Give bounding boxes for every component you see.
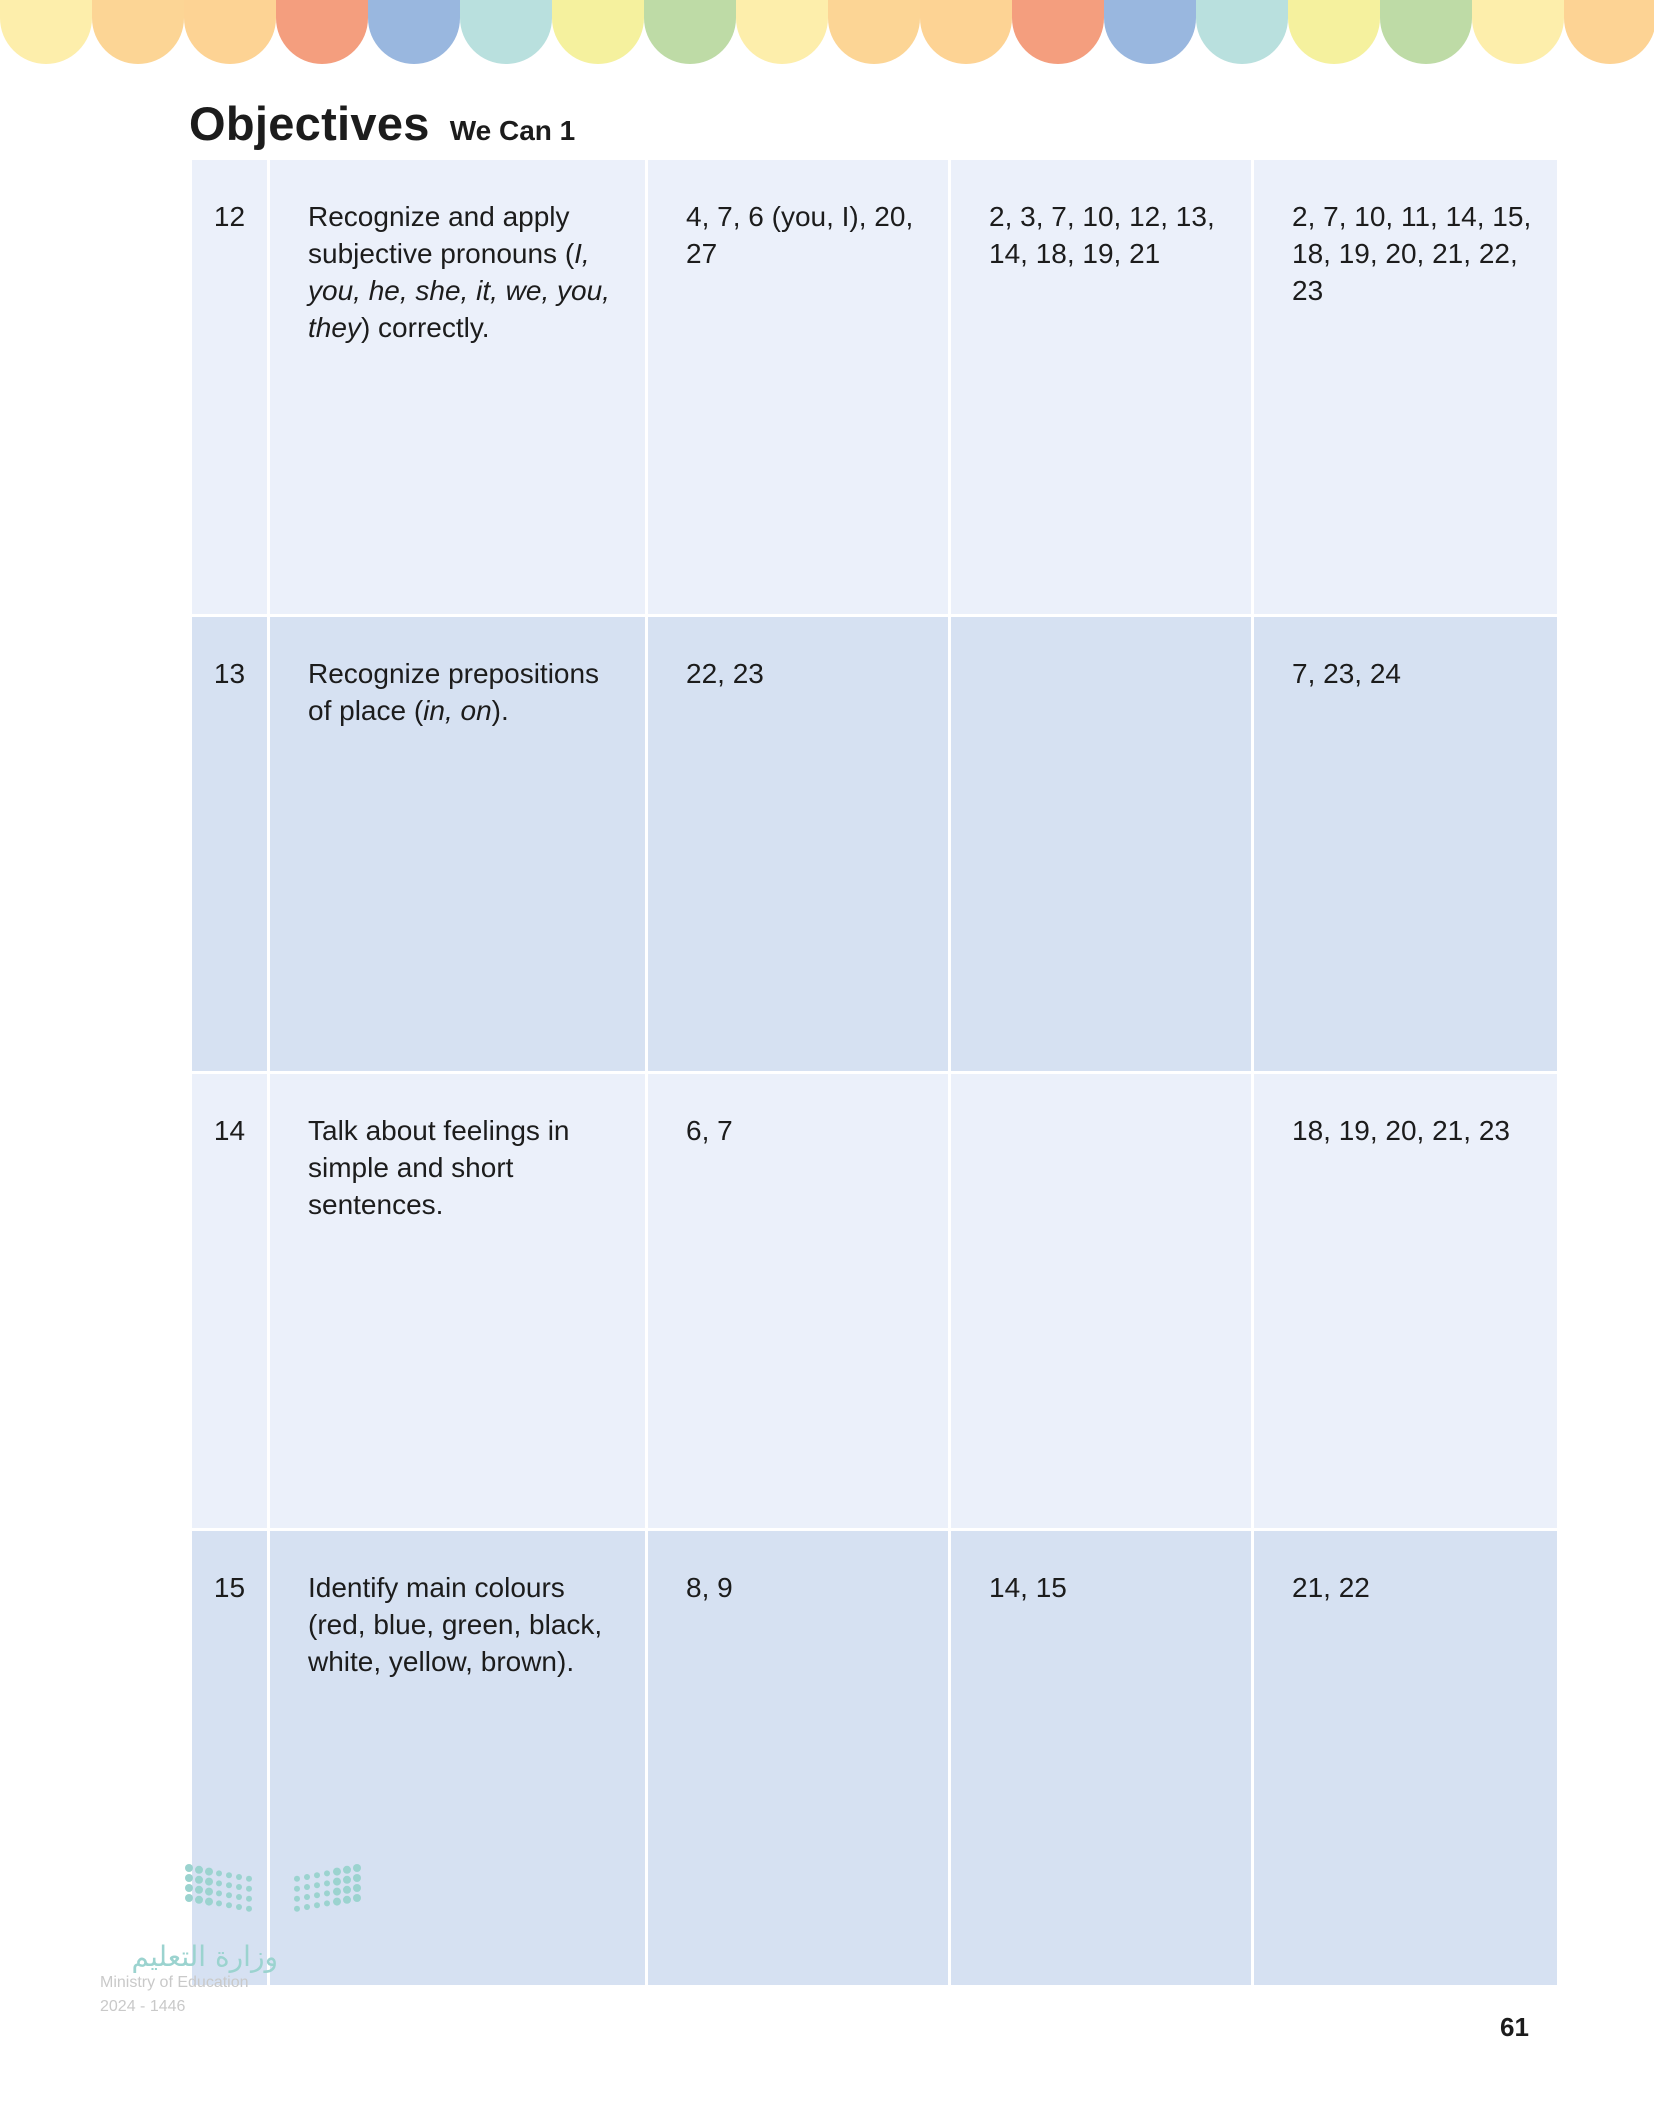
logo-dot (314, 1892, 320, 1898)
logo-dot (324, 1890, 330, 1896)
pages-column-4 (950, 1073, 1253, 1530)
pages-column-4: 2, 3, 7, 10, 12, 13, 14, 18, 19, 21 (950, 159, 1253, 616)
pages-column-3: 22, 23 (647, 616, 950, 1073)
pages-column-3: 4, 7, 6 (you, I), 20, 27 (647, 159, 950, 616)
objective-text-italic: I, you, he, she, it, we, you, they (308, 238, 610, 343)
pages-column-5: 21, 22 (1253, 1530, 1559, 1987)
objective-text (269, 616, 647, 1073)
objective-text-part: ). (491, 695, 509, 726)
pages-column-3: 6, 7 (647, 1073, 950, 1530)
logo-dot (236, 1894, 242, 1900)
logo-dot (343, 1876, 351, 1884)
logo-dot (216, 1890, 222, 1896)
scallop (276, 0, 368, 64)
logo-dot (216, 1880, 222, 1886)
logo-dot (236, 1904, 242, 1910)
scallop (736, 0, 828, 64)
logo-dot (205, 1888, 213, 1896)
pages-column-3: 8, 9 (647, 1530, 950, 1987)
scallop (0, 0, 92, 64)
logo-dot (236, 1884, 242, 1890)
logo-dot (353, 1874, 361, 1882)
logo-dot (324, 1900, 330, 1906)
pages-column-5: 18, 19, 20, 21, 23 (1253, 1073, 1559, 1530)
logo-dot (226, 1892, 232, 1898)
logo-dot (353, 1884, 361, 1892)
scallop (828, 0, 920, 64)
logo-dot (304, 1874, 310, 1880)
pages-column-5: 7, 23, 24 (1253, 616, 1559, 1073)
scallop (1012, 0, 1104, 64)
logo-dot (185, 1894, 193, 1902)
logo-dot (294, 1906, 300, 1912)
pages-column-5: 2, 7, 10, 11, 14, 15, 18, 19, 20, 21, 22, 23 (1253, 159, 1559, 616)
table-row (191, 1073, 1559, 1530)
logo-dot (333, 1888, 341, 1896)
scallop (1380, 0, 1472, 64)
scallop (644, 0, 736, 64)
objective-text-part: Talk about feelings in simple and short sentences. (308, 1115, 570, 1220)
logo-dot (205, 1898, 213, 1906)
scallop (1196, 0, 1288, 64)
objective-number: 15 (191, 1530, 269, 1987)
ministry-logo-dots-icon (183, 1862, 363, 1922)
logo-dot (324, 1880, 330, 1886)
logo-dot (185, 1874, 193, 1882)
logo-dot (216, 1870, 222, 1876)
logo-dot (294, 1896, 300, 1902)
scallop (368, 0, 460, 64)
logo-dot (195, 1886, 203, 1894)
page-title: Objectives (189, 97, 430, 150)
objective-text-italic: in, on (423, 695, 492, 726)
logo-dot (314, 1872, 320, 1878)
logo-dot (343, 1866, 351, 1874)
objective-text (269, 159, 647, 616)
scallop (1288, 0, 1380, 64)
table-row (191, 1530, 1559, 1987)
objective-number: 14 (191, 1073, 269, 1530)
logo-dot (216, 1900, 222, 1906)
objective-number: 12 (191, 159, 269, 616)
logo-dot (353, 1894, 361, 1902)
scallop (92, 0, 184, 64)
logo-dot (304, 1884, 310, 1890)
page-number: 61 (1500, 2012, 1529, 2042)
logo-dot (205, 1878, 213, 1886)
ministry-logo (98, 1862, 298, 2022)
objective-text-part: Recognize prepositions of place ( (308, 658, 600, 726)
scallop (1564, 0, 1654, 64)
logo-dot (294, 1876, 300, 1882)
objective-text (269, 1073, 647, 1530)
logo-dot (185, 1884, 193, 1892)
scallop (1472, 0, 1564, 64)
logo-dot (226, 1872, 232, 1878)
logo-dot (343, 1886, 351, 1894)
logo-dot (246, 1896, 252, 1902)
logo-dot (314, 1902, 320, 1908)
logo-arabic-text: وزارة التعليم (131, 1940, 278, 1973)
logo-dot (294, 1886, 300, 1892)
scallop (552, 0, 644, 64)
logo-dot (304, 1904, 310, 1910)
scallop (460, 0, 552, 64)
logo-dot (246, 1906, 252, 1912)
logo-english-text: Ministry of Education (100, 1974, 249, 1991)
logo-dot (226, 1902, 232, 1908)
logo-dot (246, 1886, 252, 1892)
pages-column-4 (950, 616, 1253, 1073)
logo-dot (195, 1896, 203, 1904)
page-heading (189, 96, 575, 156)
logo-dot (333, 1898, 341, 1906)
scallop (1104, 0, 1196, 64)
logo-dot (324, 1870, 330, 1876)
logo-dot (343, 1896, 351, 1904)
logo-dot (226, 1882, 232, 1888)
logo-dot (333, 1868, 341, 1876)
objectives-table (189, 157, 1560, 1988)
scallop (184, 0, 276, 64)
logo-dot (246, 1876, 252, 1882)
page-subtitle: We Can 1 (449, 115, 576, 146)
logo-dot (353, 1864, 361, 1872)
logo-dot (205, 1868, 213, 1876)
logo-dot (333, 1878, 341, 1886)
objective-number: 13 (191, 616, 269, 1073)
scallop (920, 0, 1012, 64)
objective-text-part: Identify main colours (red, blue, green, black, white, yellow, brown). (308, 1572, 603, 1677)
scalloped-border (0, 0, 1654, 64)
logo-dot (304, 1894, 310, 1900)
logo-dot (236, 1874, 242, 1880)
logo-year-text: 2024 - 1446 (100, 1998, 186, 2015)
logo-dot (314, 1882, 320, 1888)
pages-column-4: 14, 15 (950, 1530, 1253, 1987)
logo-dot (195, 1866, 203, 1874)
objective-text-part: Recognize and apply subjective pronouns ( (308, 201, 575, 269)
objective-text-part: ) correctly. (360, 312, 490, 343)
table-row (191, 616, 1559, 1073)
logo-dot (185, 1864, 193, 1872)
table-row (191, 159, 1559, 616)
logo-dot (195, 1876, 203, 1884)
